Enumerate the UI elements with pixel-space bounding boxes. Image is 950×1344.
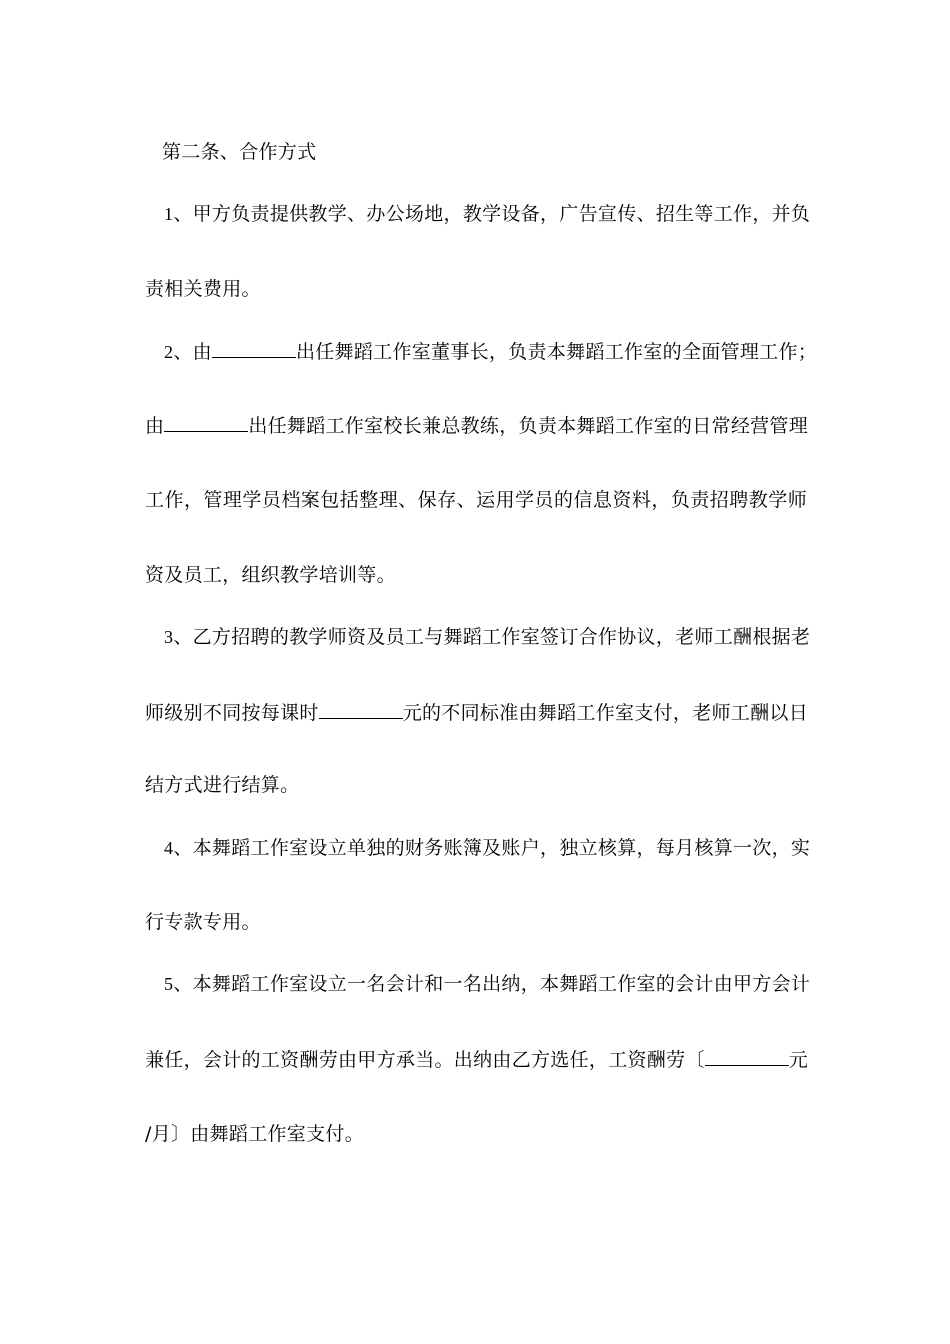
section-heading: 第二条、合作方式 bbox=[162, 141, 317, 163]
clause-3-line-1: 3、乙方招聘的教学师资及员工与舞蹈工作室签订合作协议，老师工酬根据老 bbox=[164, 626, 811, 648]
clause-3-line-3: 结方式进行结算。 bbox=[145, 774, 300, 796]
clause-2-line-1: 2、由 出任舞蹈工作室董事长，负责本舞蹈工作室的全面管理工作； bbox=[164, 341, 818, 363]
clause-4-line-1: 4、本舞蹈工作室设立单独的财务账簿及账户，独立核算，每月核算一次，实 bbox=[164, 837, 811, 859]
clause-4-number: 4 bbox=[164, 838, 174, 858]
clause-2-line-2: 由 出任舞蹈工作室校长兼总教练，负责本舞蹈工作室的日常经营管理 bbox=[145, 415, 809, 437]
clause-5-number: 5 bbox=[164, 974, 174, 994]
clause-2-line-3: 工作，管理学员档案包括整理、保存、运用学员的信息资料，负责招聘教学师 bbox=[145, 489, 807, 511]
chairman-name-blank bbox=[212, 339, 296, 358]
clause-2-number: 2 bbox=[164, 342, 174, 362]
cashier-salary-blank bbox=[705, 1047, 789, 1066]
hourly-fee-blank bbox=[319, 700, 403, 719]
clause-5-line-2: 兼任，会计的工资酬劳由甲方承当。出纳由乙方选任，工资酬劳〔 元 bbox=[145, 1049, 809, 1071]
clause-3-line-2: 师级别不同按每课时 元的不同标准由舞蹈工作室支付，老师工酬以日 bbox=[145, 702, 809, 724]
clause-4-line-2: 行专款专用。 bbox=[145, 911, 261, 933]
clause-1-line-2: 责相关费用。 bbox=[145, 278, 261, 300]
clause-2-line-4: 资及员工，组织教学培训等。 bbox=[145, 564, 396, 586]
clause-3-number: 3 bbox=[164, 627, 174, 647]
clause-5-line-1: 5、本舞蹈工作室设立一名会计和一名出纳，本舞蹈工作室的会计由甲方会计 bbox=[164, 973, 811, 995]
principal-name-blank bbox=[164, 413, 248, 432]
clause-5-line-3: /月〕由舞蹈工作室支付。 bbox=[145, 1123, 365, 1145]
clause-1-number: 1 bbox=[164, 204, 174, 224]
clause-1-line-1: 1、甲方负责提供教学、办公场地，教学设备，广告宣传、招生等工作，并负 bbox=[164, 203, 811, 225]
